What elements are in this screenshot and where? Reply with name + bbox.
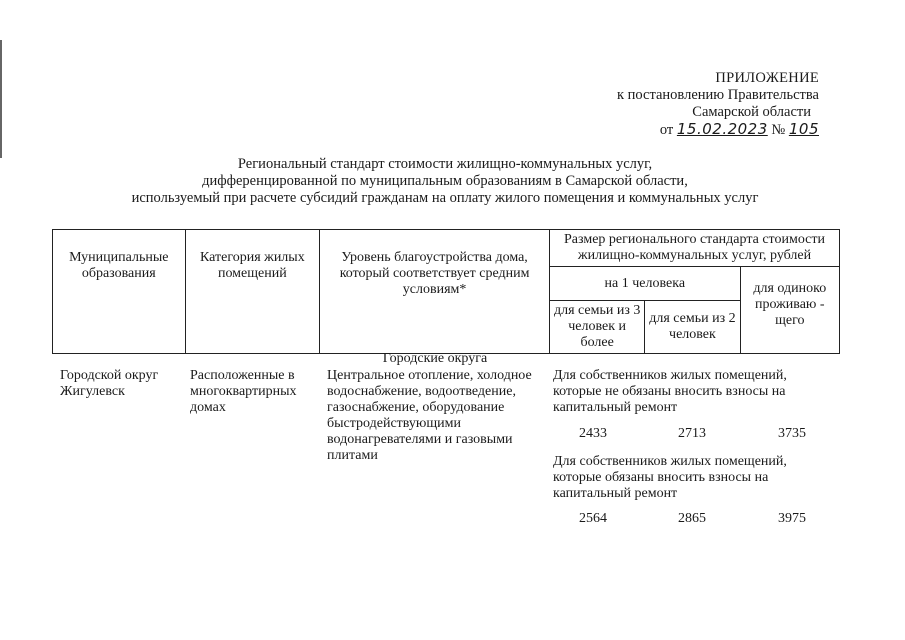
appendix-date-line (579, 121, 819, 139)
value-single: 3975 (778, 511, 806, 526)
title-line-3: используемый при расчете субсидий гражданам на оплату жилого помещения и коммунальных услуг (131, 190, 759, 206)
handwritten-date: 15.02.2023 (676, 120, 768, 138)
header-single: для одиноко проживаю - щего (740, 267, 839, 354)
scan-edge-mark (0, 40, 2, 158)
appendix-line-region: Самарской области (692, 104, 811, 120)
header-category: Категория жилых помещений (185, 230, 320, 354)
values-row-no-capital-repair (553, 426, 815, 442)
value-family3: 2564 (579, 511, 607, 526)
header-size: Размер регионального стандарта стоимости жилищно-коммунальных услуг, рублей (550, 230, 840, 267)
standard-table-header (52, 229, 840, 354)
header-family2: для семьи из 2 человек (645, 301, 740, 354)
group-label-capital-repair: Для собственников жилых помещений, которые обязаны вносить взносы на капитальный ремонт (553, 454, 787, 501)
header-municipality: Муниципальные образования (53, 230, 186, 354)
date-prefix: от (659, 122, 674, 138)
row-municipality: Городской округ Жигулевск (60, 368, 159, 399)
title-line-1: Региональный стандарт стоимости жилищно-коммунальных услуг, (237, 156, 653, 172)
handwritten-number: 105 (788, 120, 819, 138)
value-single: 3735 (778, 426, 806, 441)
header-per-person: на 1 человека (550, 267, 741, 301)
row-level: Центральное отопление, холодное водоснабжение, водоотведение, газоснабжение, оборудование быстродействующими водонагревателями и газовыми плитами (327, 368, 532, 463)
header-family3: для семьи из 3 человек и более (550, 301, 645, 354)
value-family3: 2433 (579, 426, 607, 441)
title-line-2: дифференцированной по муниципальным образованиям в Самарской области, (202, 173, 688, 189)
appendix-block (579, 70, 819, 139)
group-label-no-capital-repair: Для собственников жилых помещений, которые не обязаны вносить взносы на капитальный ремонт (553, 368, 787, 415)
section-title: Городские округа (382, 351, 488, 366)
value-family2: 2713 (678, 426, 706, 441)
number-sign: № (771, 122, 786, 138)
appendix-line-resolution: к постановлению Правительства (617, 87, 819, 103)
value-family2: 2865 (678, 511, 706, 526)
values-row-capital-repair (553, 511, 815, 527)
document-title (60, 156, 830, 207)
appendix-title: ПРИЛОЖЕНИЕ (715, 70, 819, 86)
row-category: Расположенные в многоквартирных домах (190, 368, 297, 415)
header-level: Уровень благоустройства дома, который соответствует средним условиям* (320, 230, 550, 354)
